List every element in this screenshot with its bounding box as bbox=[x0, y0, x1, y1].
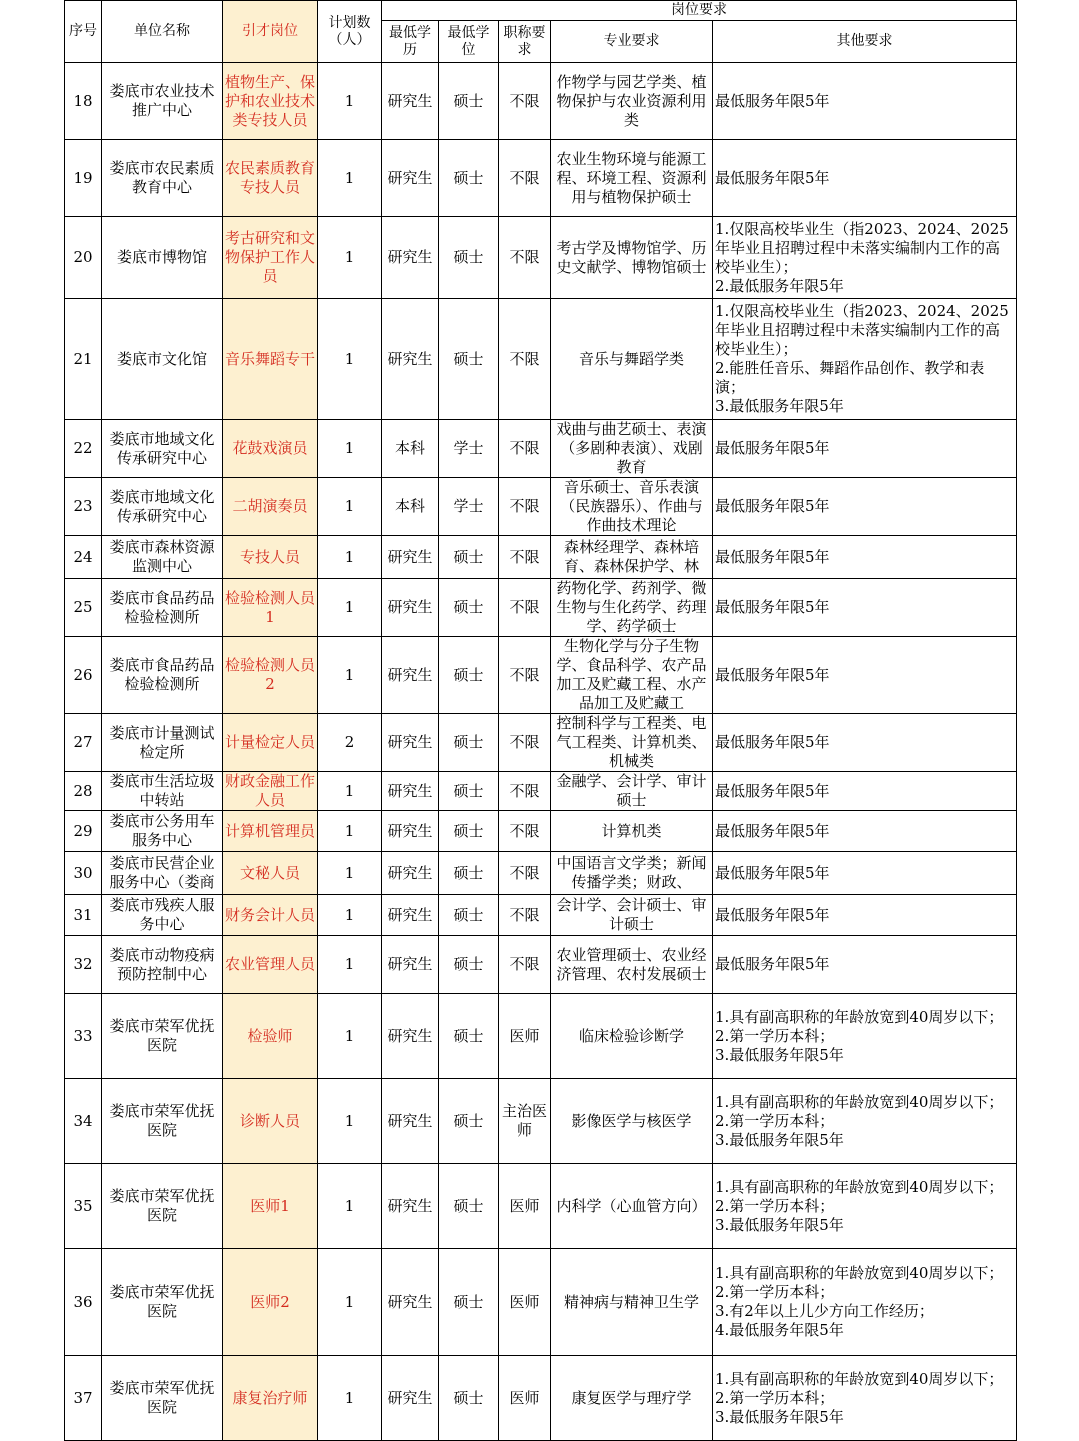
cell-position: 医师1 bbox=[223, 1164, 318, 1249]
cell-education: 研究生 bbox=[382, 714, 439, 772]
other-requirement-line: 1.具有副高职称的年龄放宽到40周岁以下； bbox=[715, 1092, 1004, 1111]
header-education: 最低学历 bbox=[382, 21, 439, 63]
cell-other bbox=[713, 420, 1017, 478]
cell-major: 会计学、会计硕士、审计硕士 bbox=[551, 895, 713, 936]
cell-position: 康复治疗师 bbox=[223, 1356, 318, 1441]
cell-degree: 硕士 bbox=[439, 1164, 499, 1249]
cell-unit: 娄底市公务用车服务中心 bbox=[102, 811, 223, 852]
other-requirement-line: 最低服务年限5年 bbox=[715, 863, 830, 882]
cell-education: 研究生 bbox=[382, 1164, 439, 1249]
cell-position: 计算机管理员 bbox=[223, 811, 318, 852]
cell-seq: 27 bbox=[65, 714, 102, 772]
table-row bbox=[65, 994, 1017, 1079]
table-row bbox=[65, 772, 1017, 811]
table-row bbox=[65, 637, 1017, 714]
other-requirement-line: 3.最低服务年限5年 bbox=[715, 1407, 844, 1426]
cell-plan: 1 bbox=[318, 994, 382, 1079]
cell-unit: 娄底市地域文化传承研究中心 bbox=[102, 420, 223, 478]
cell-plan: 1 bbox=[318, 478, 382, 536]
other-requirement-line: 3.最低服务年限5年 bbox=[715, 397, 844, 415]
table-row bbox=[65, 299, 1017, 420]
table-row bbox=[65, 217, 1017, 299]
other-requirement-line: 2.能胜任音乐、舞蹈作品创作、教学和表演； bbox=[715, 359, 985, 396]
cell-degree: 硕士 bbox=[439, 772, 499, 811]
cell-unit: 娄底市民营企业服务中心（娄商 bbox=[102, 852, 223, 895]
cell-plan: 1 bbox=[318, 536, 382, 579]
cell-unit: 娄底市动物疫病预防控制中心 bbox=[102, 936, 223, 994]
cell-degree: 硕士 bbox=[439, 140, 499, 217]
other-requirement-line: 1.具有副高职称的年龄放宽到40周岁以下； bbox=[715, 1177, 1004, 1196]
cell-title: 不限 bbox=[499, 714, 551, 772]
other-requirement-line: 最低服务年限5年 bbox=[715, 733, 830, 751]
cell-degree: 硕士 bbox=[439, 299, 499, 420]
cell-degree: 学士 bbox=[439, 478, 499, 536]
other-requirement-line: 2.第一学历本科； bbox=[715, 1283, 835, 1301]
cell-seq: 26 bbox=[65, 637, 102, 714]
cell-major: 戏曲与曲艺硕士、表演（多剧种表演）、戏剧教育 bbox=[551, 420, 713, 478]
cell-major: 内科学（心血管方向） bbox=[551, 1164, 713, 1249]
cell-title: 不限 bbox=[499, 579, 551, 637]
cell-other bbox=[713, 536, 1017, 579]
cell-degree: 硕士 bbox=[439, 63, 499, 140]
cell-unit: 娄底市残疾人服务中心 bbox=[102, 895, 223, 936]
header-major: 专业要求 bbox=[551, 21, 713, 63]
cell-plan: 1 bbox=[318, 637, 382, 714]
cell-unit: 娄底市食品药品检验检测所 bbox=[102, 579, 223, 637]
cell-position: 农民素质教育专技人员 bbox=[223, 140, 318, 217]
cell-major: 精神病与精神卫生学 bbox=[551, 1249, 713, 1356]
other-requirement-line: 2.第一学历本科； bbox=[715, 1196, 835, 1215]
other-requirement-line: 3.最低服务年限5年 bbox=[715, 1215, 844, 1234]
other-requirement-line: 2.最低服务年限5年 bbox=[715, 276, 844, 295]
cell-education: 研究生 bbox=[382, 852, 439, 895]
cell-major: 控制科学与工程类、电气工程类、计算机类、机械类 bbox=[551, 714, 713, 772]
cell-plan: 2 bbox=[318, 714, 382, 772]
cell-unit: 娄底市食品药品检验检测所 bbox=[102, 637, 223, 714]
cell-degree: 硕士 bbox=[439, 637, 499, 714]
cell-title: 不限 bbox=[499, 140, 551, 217]
cell-plan: 1 bbox=[318, 140, 382, 217]
cell-title: 医师 bbox=[499, 1164, 551, 1249]
cell-position: 检验师 bbox=[223, 994, 318, 1079]
cell-education: 研究生 bbox=[382, 936, 439, 994]
cell-degree: 硕士 bbox=[439, 217, 499, 299]
cell-position: 植物生产、保护和农业技术类专技人员 bbox=[223, 63, 318, 140]
cell-plan: 1 bbox=[318, 420, 382, 478]
cell-seq: 36 bbox=[65, 1249, 102, 1356]
cell-unit: 娄底市荣军优抚医院 bbox=[102, 1356, 223, 1441]
cell-unit: 娄底市生活垃圾中转站 bbox=[102, 772, 223, 811]
cell-title: 不限 bbox=[499, 936, 551, 994]
header-position: 引才岗位 bbox=[223, 1, 318, 63]
other-requirement-line: 3.最低服务年限5年 bbox=[715, 1045, 844, 1064]
cell-education: 研究生 bbox=[382, 994, 439, 1079]
cell-seq: 31 bbox=[65, 895, 102, 936]
other-requirement-line: 2.第一学历本科； bbox=[715, 1111, 835, 1130]
cell-degree: 硕士 bbox=[439, 852, 499, 895]
cell-degree: 硕士 bbox=[439, 994, 499, 1079]
other-requirement-line: 最低服务年限5年 bbox=[715, 905, 830, 924]
cell-education: 研究生 bbox=[382, 1249, 439, 1356]
cell-major: 计算机类 bbox=[551, 811, 713, 852]
cell-other bbox=[713, 63, 1017, 140]
cell-title: 医师 bbox=[499, 1249, 551, 1356]
cell-education: 研究生 bbox=[382, 772, 439, 811]
cell-plan: 1 bbox=[318, 811, 382, 852]
cell-plan: 1 bbox=[318, 1164, 382, 1249]
cell-plan: 1 bbox=[318, 1249, 382, 1356]
table-row bbox=[65, 579, 1017, 637]
other-requirement-line: 1.具有副高职称的年龄放宽到40周岁以下； bbox=[715, 1007, 1004, 1026]
cell-title: 不限 bbox=[499, 478, 551, 536]
cell-other bbox=[713, 217, 1017, 299]
other-requirement-line: 最低服务年限5年 bbox=[715, 598, 830, 616]
cell-unit: 娄底市森林资源监测中心 bbox=[102, 536, 223, 579]
cell-education: 研究生 bbox=[382, 637, 439, 714]
cell-position: 二胡演奏员 bbox=[223, 478, 318, 536]
cell-position: 诊断人员 bbox=[223, 1079, 318, 1164]
cell-position: 文秘人员 bbox=[223, 852, 318, 895]
table-row bbox=[65, 140, 1017, 217]
header-unit: 单位名称 bbox=[102, 1, 223, 63]
table-row bbox=[65, 1249, 1017, 1356]
cell-major: 作物学与园艺学类、植物保护与农业资源利用类 bbox=[551, 63, 713, 140]
other-requirement-line: 最低服务年限5年 bbox=[715, 497, 830, 515]
cell-title: 主治医师 bbox=[499, 1079, 551, 1164]
cell-degree: 硕士 bbox=[439, 1249, 499, 1356]
cell-seq: 37 bbox=[65, 1356, 102, 1441]
table-row bbox=[65, 536, 1017, 579]
cell-other bbox=[713, 936, 1017, 994]
cell-other bbox=[713, 637, 1017, 714]
cell-other bbox=[713, 299, 1017, 420]
recruitment-table bbox=[64, 0, 1017, 1441]
header-seq: 序号 bbox=[65, 1, 102, 63]
cell-major: 音乐硕士、音乐表演（民族器乐）、作曲与作曲技术理论 bbox=[551, 478, 713, 536]
table-body bbox=[65, 63, 1017, 1441]
other-requirement-line: 2.第一学历本科； bbox=[715, 1026, 835, 1045]
other-requirement-line: 最低服务年限5年 bbox=[715, 665, 830, 684]
other-requirement-line: 2.第一学历本科； bbox=[715, 1388, 835, 1407]
cell-seq: 29 bbox=[65, 811, 102, 852]
header-title: 职称要求 bbox=[499, 21, 551, 63]
cell-major: 考古学及博物馆学、历史文献学、博物馆硕士 bbox=[551, 217, 713, 299]
cell-other bbox=[713, 811, 1017, 852]
cell-unit: 娄底市文化馆 bbox=[102, 299, 223, 420]
cell-position: 财务会计人员 bbox=[223, 895, 318, 936]
header-other: 其他要求 bbox=[713, 21, 1017, 63]
cell-seq: 18 bbox=[65, 63, 102, 140]
other-requirement-line: 最低服务年限5年 bbox=[715, 91, 830, 110]
cell-education: 研究生 bbox=[382, 63, 439, 140]
cell-position: 花鼓戏演员 bbox=[223, 420, 318, 478]
cell-major: 中国语言文学类；新闻传播学类；财政、 bbox=[551, 852, 713, 895]
table-row bbox=[65, 895, 1017, 936]
cell-plan: 1 bbox=[318, 852, 382, 895]
cell-other bbox=[713, 852, 1017, 895]
cell-education: 研究生 bbox=[382, 579, 439, 637]
table-row bbox=[65, 1164, 1017, 1249]
cell-unit: 娄底市荣军优抚医院 bbox=[102, 1079, 223, 1164]
other-requirement-line: 1.仅限高校毕业生（指2023、2024、2025年毕业且招聘过程中未落实编制内工作的高校毕业生）； bbox=[715, 219, 1009, 276]
cell-other bbox=[713, 478, 1017, 536]
table-row bbox=[65, 1079, 1017, 1164]
cell-seq: 34 bbox=[65, 1079, 102, 1164]
cell-position: 检验检测人员2 bbox=[223, 637, 318, 714]
cell-title: 不限 bbox=[499, 772, 551, 811]
cell-degree: 硕士 bbox=[439, 936, 499, 994]
cell-seq: 32 bbox=[65, 936, 102, 994]
cell-other bbox=[713, 140, 1017, 217]
cell-seq: 28 bbox=[65, 772, 102, 811]
cell-other bbox=[713, 1249, 1017, 1356]
other-requirement-line: 最低服务年限5年 bbox=[715, 547, 830, 566]
cell-major: 临床检验诊断学 bbox=[551, 994, 713, 1079]
cell-unit: 娄底市博物馆 bbox=[102, 217, 223, 299]
cell-major: 农业生物环境与能源工程、环境工程、资源利用与植物保护硕士 bbox=[551, 140, 713, 217]
cell-seq: 22 bbox=[65, 420, 102, 478]
table-row bbox=[65, 811, 1017, 852]
cell-degree: 硕士 bbox=[439, 714, 499, 772]
cell-other bbox=[713, 714, 1017, 772]
cell-major: 生物化学与分子生物学、食品科学、农产品加工及贮藏工程、水产品加工及贮藏工 bbox=[551, 637, 713, 714]
cell-education: 研究生 bbox=[382, 299, 439, 420]
cell-major: 药物化学、药剂学、微生物与生化药学、药理学、药学硕士 bbox=[551, 579, 713, 637]
cell-other bbox=[713, 579, 1017, 637]
cell-education: 研究生 bbox=[382, 536, 439, 579]
cell-other bbox=[713, 772, 1017, 811]
cell-seq: 21 bbox=[65, 299, 102, 420]
cell-seq: 24 bbox=[65, 536, 102, 579]
cell-education: 研究生 bbox=[382, 1356, 439, 1441]
cell-position: 医师2 bbox=[223, 1249, 318, 1356]
table-row bbox=[65, 478, 1017, 536]
cell-education: 研究生 bbox=[382, 895, 439, 936]
cell-unit: 娄底市农民素质教育中心 bbox=[102, 140, 223, 217]
cell-degree: 硕士 bbox=[439, 811, 499, 852]
other-requirement-line: 最低服务年限5年 bbox=[715, 955, 830, 973]
cell-seq: 20 bbox=[65, 217, 102, 299]
other-requirement-line: 最低服务年限5年 bbox=[715, 439, 830, 457]
cell-plan: 1 bbox=[318, 299, 382, 420]
cell-seq: 33 bbox=[65, 994, 102, 1079]
header-requirements-group: 岗位要求 bbox=[382, 1, 1017, 21]
cell-seq: 35 bbox=[65, 1164, 102, 1249]
cell-other bbox=[713, 895, 1017, 936]
cell-plan: 1 bbox=[318, 1356, 382, 1441]
cell-major: 影像医学与核医学 bbox=[551, 1079, 713, 1164]
cell-major: 音乐与舞蹈学类 bbox=[551, 299, 713, 420]
cell-title: 不限 bbox=[499, 536, 551, 579]
cell-title: 不限 bbox=[499, 811, 551, 852]
cell-title: 不限 bbox=[499, 420, 551, 478]
cell-plan: 1 bbox=[318, 63, 382, 140]
table-row bbox=[65, 936, 1017, 994]
cell-title: 不限 bbox=[499, 299, 551, 420]
cell-education: 研究生 bbox=[382, 1079, 439, 1164]
cell-plan: 1 bbox=[318, 772, 382, 811]
cell-plan: 1 bbox=[318, 936, 382, 994]
cell-title: 医师 bbox=[499, 1356, 551, 1441]
cell-title: 不限 bbox=[499, 637, 551, 714]
cell-degree: 硕士 bbox=[439, 1079, 499, 1164]
cell-education: 研究生 bbox=[382, 217, 439, 299]
table-row bbox=[65, 63, 1017, 140]
cell-unit: 娄底市荣军优抚医院 bbox=[102, 994, 223, 1079]
cell-title: 不限 bbox=[499, 895, 551, 936]
cell-degree: 硕士 bbox=[439, 1356, 499, 1441]
cell-major: 农业管理硕士、农业经济管理、农村发展硕士 bbox=[551, 936, 713, 994]
cell-major: 康复医学与理疗学 bbox=[551, 1356, 713, 1441]
other-requirement-line: 1.仅限高校毕业生（指2023、2024、2025年毕业且招聘过程中未落实编制内工作的高校毕业生）； bbox=[715, 302, 1009, 358]
other-requirement-line: 最低服务年限5年 bbox=[715, 781, 830, 800]
cell-unit: 娄底市计量测试检定所 bbox=[102, 714, 223, 772]
cell-seq: 25 bbox=[65, 579, 102, 637]
cell-position: 音乐舞蹈专干 bbox=[223, 299, 318, 420]
cell-other bbox=[713, 1164, 1017, 1249]
other-requirement-line: 最低服务年限5年 bbox=[715, 821, 830, 840]
cell-position: 农业管理人员 bbox=[223, 936, 318, 994]
cell-title: 不限 bbox=[499, 852, 551, 895]
cell-education: 研究生 bbox=[382, 811, 439, 852]
other-requirement-line: 1.具有副高职称的年龄放宽到40周岁以下； bbox=[715, 1264, 1004, 1282]
other-requirement-line: 4.最低服务年限5年 bbox=[715, 1321, 844, 1339]
cell-title: 不限 bbox=[499, 217, 551, 299]
cell-other bbox=[713, 994, 1017, 1079]
cell-major: 森林经理学、森林培育、森林保护学、林 bbox=[551, 536, 713, 579]
cell-position: 财政金融工作人员 bbox=[223, 772, 318, 811]
cell-seq: 30 bbox=[65, 852, 102, 895]
cell-plan: 1 bbox=[318, 217, 382, 299]
cell-seq: 23 bbox=[65, 478, 102, 536]
cell-title: 医师 bbox=[499, 994, 551, 1079]
cell-unit: 娄底市荣军优抚医院 bbox=[102, 1164, 223, 1249]
table-row bbox=[65, 420, 1017, 478]
table-row bbox=[65, 1356, 1017, 1441]
cell-title: 不限 bbox=[499, 63, 551, 140]
cell-degree: 硕士 bbox=[439, 895, 499, 936]
cell-unit: 娄底市荣军优抚医院 bbox=[102, 1249, 223, 1356]
header-degree: 最低学位 bbox=[439, 21, 499, 63]
cell-plan: 1 bbox=[318, 895, 382, 936]
cell-seq: 19 bbox=[65, 140, 102, 217]
cell-degree: 硕士 bbox=[439, 536, 499, 579]
cell-major: 金融学、会计学、审计硕士 bbox=[551, 772, 713, 811]
cell-education: 本科 bbox=[382, 478, 439, 536]
other-requirement-line: 3.最低服务年限5年 bbox=[715, 1130, 844, 1149]
cell-unit: 娄底市农业技术推广中心 bbox=[102, 63, 223, 140]
cell-degree: 硕士 bbox=[439, 579, 499, 637]
table-row bbox=[65, 714, 1017, 772]
cell-other bbox=[713, 1079, 1017, 1164]
cell-degree: 学士 bbox=[439, 420, 499, 478]
cell-position: 检验检测人员1 bbox=[223, 579, 318, 637]
other-requirement-line: 3.有2年以上儿少方向工作经历； bbox=[715, 1302, 934, 1320]
cell-education: 本科 bbox=[382, 420, 439, 478]
table-row bbox=[65, 852, 1017, 895]
cell-position: 考古研究和文物保护工作人员 bbox=[223, 217, 318, 299]
other-requirement-line: 1.具有副高职称的年龄放宽到40周岁以下； bbox=[715, 1369, 1004, 1388]
cell-position: 计量检定人员 bbox=[223, 714, 318, 772]
cell-plan: 1 bbox=[318, 1079, 382, 1164]
cell-plan: 1 bbox=[318, 579, 382, 637]
header-plan: 计划数（人） bbox=[318, 1, 382, 63]
other-requirement-line: 最低服务年限5年 bbox=[715, 168, 830, 187]
cell-other bbox=[713, 1356, 1017, 1441]
cell-unit: 娄底市地域文化传承研究中心 bbox=[102, 478, 223, 536]
cell-position: 专技人员 bbox=[223, 536, 318, 579]
cell-education: 研究生 bbox=[382, 140, 439, 217]
